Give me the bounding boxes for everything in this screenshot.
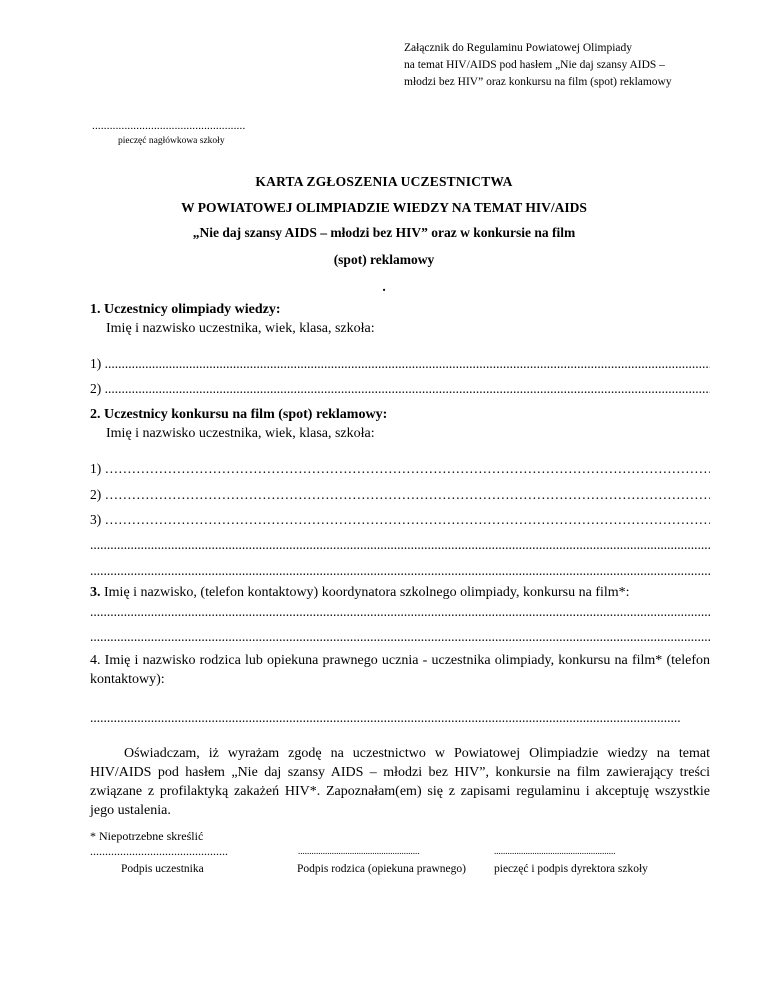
annex-note — [404, 40, 672, 91]
section2-heading: 2. Uczestnicy konkursu na film (spot) reklamowy: — [90, 407, 388, 422]
school-stamp-label: pieczęć nagłówkowa szkoły — [118, 136, 225, 146]
footnote: * Niepotrzebne skreślić — [90, 829, 204, 843]
section2-extra-line-2[interactable] — [90, 563, 710, 579]
section3-label: Imię i nazwisko, (telefon kontaktowy) koordynatora szkolnego olimpiady, konkursu na film*: — [100, 585, 630, 600]
student-signature-label: Podpis uczestnika — [121, 863, 204, 875]
section2-extra-line-1[interactable] — [90, 537, 710, 553]
parent-signature-label: Podpis rodzica (opiekuna prawnego) — [297, 863, 466, 875]
annex-line-1: Załącznik do Regulaminu Powiatowej Olimpiady — [404, 42, 633, 54]
section1-heading: 1. Uczestnicy olimpiady wiedzy: — [90, 302, 281, 317]
entry-number: 2) — [90, 381, 102, 396]
section3-text — [90, 585, 630, 601]
section2-entry-1[interactable] — [90, 461, 710, 477]
form-title: KARTA ZGŁOSZENIA UCZESTNICTWA — [255, 174, 513, 189]
form-subtitle-1: W POWIATOWEJ OLIMPIADZIE WIEDZY NA TEMAT HIV/AIDS — [181, 200, 587, 215]
section2-entry-2[interactable] — [90, 487, 710, 503]
entry-number: 2) — [90, 487, 102, 502]
school-stamp-line: .................................................... — [92, 120, 246, 132]
director-signature-line[interactable]: ...................................................... — [494, 846, 616, 856]
section3-number: 3. — [90, 585, 101, 600]
form-subtitle-2: „Nie daj szansy AIDS – młodzi bez HIV” oraz w konkursie na film — [192, 225, 576, 240]
section2-subheading: Imię i nazwisko uczestnika, wiek, klasa, szkoła: — [106, 426, 375, 441]
annex-line-2: na temat HIV/AIDS pod hasłem „Nie daj szansy AIDS – — [404, 59, 665, 71]
annex-line-3: młodzi bez HIV” oraz konkursu na film (spot) reklamowy — [404, 76, 672, 88]
section1-entry-1[interactable] — [90, 356, 710, 372]
entry-number: 1) — [90, 461, 102, 476]
student-signature-line[interactable]: .............................................. — [90, 844, 228, 858]
coordinator-line-1[interactable] — [90, 604, 710, 620]
entry-number: 3) — [90, 512, 102, 527]
entry-number: 1) — [90, 356, 102, 371]
parent-signature-line[interactable]: ...................................................... — [298, 846, 420, 856]
parent-line[interactable] — [90, 710, 680, 726]
section1-subheading: Imię i nazwisko uczestnika, wiek, klasa, szkoła: — [106, 321, 375, 336]
declaration-text: Oświadczam, iż wyrażam zgodę na uczestnictwo w Powiatowej Olimpiadzie wiedzy na temat HIV/AIDS pod hasłem „Nie daj szansy AIDS – młodzi bez HIV”, konkursie na film zawierający treści związane z profilaktyką zakażeń HIV*. Zapoznałam(em) się z zapisami regulaminu i akceptuję wszystkie jego ustalenia. — [90, 746, 710, 818]
section2-entry-3[interactable] — [90, 512, 710, 528]
coordinator-line-2[interactable] — [90, 629, 710, 645]
director-signature-label: pieczęć i podpis dyrektora szkoły — [494, 863, 648, 875]
section1-entry-2[interactable] — [90, 381, 710, 397]
title-dot: . — [382, 279, 386, 294]
form-subtitle-3: (spot) reklamowy — [333, 252, 435, 267]
section4-text: 4. Imię i nazwisko rodzica lub opiekuna prawnego ucznia - uczestnika olimpiady, konkursu na film* (telefon kontaktowy): — [90, 653, 710, 687]
